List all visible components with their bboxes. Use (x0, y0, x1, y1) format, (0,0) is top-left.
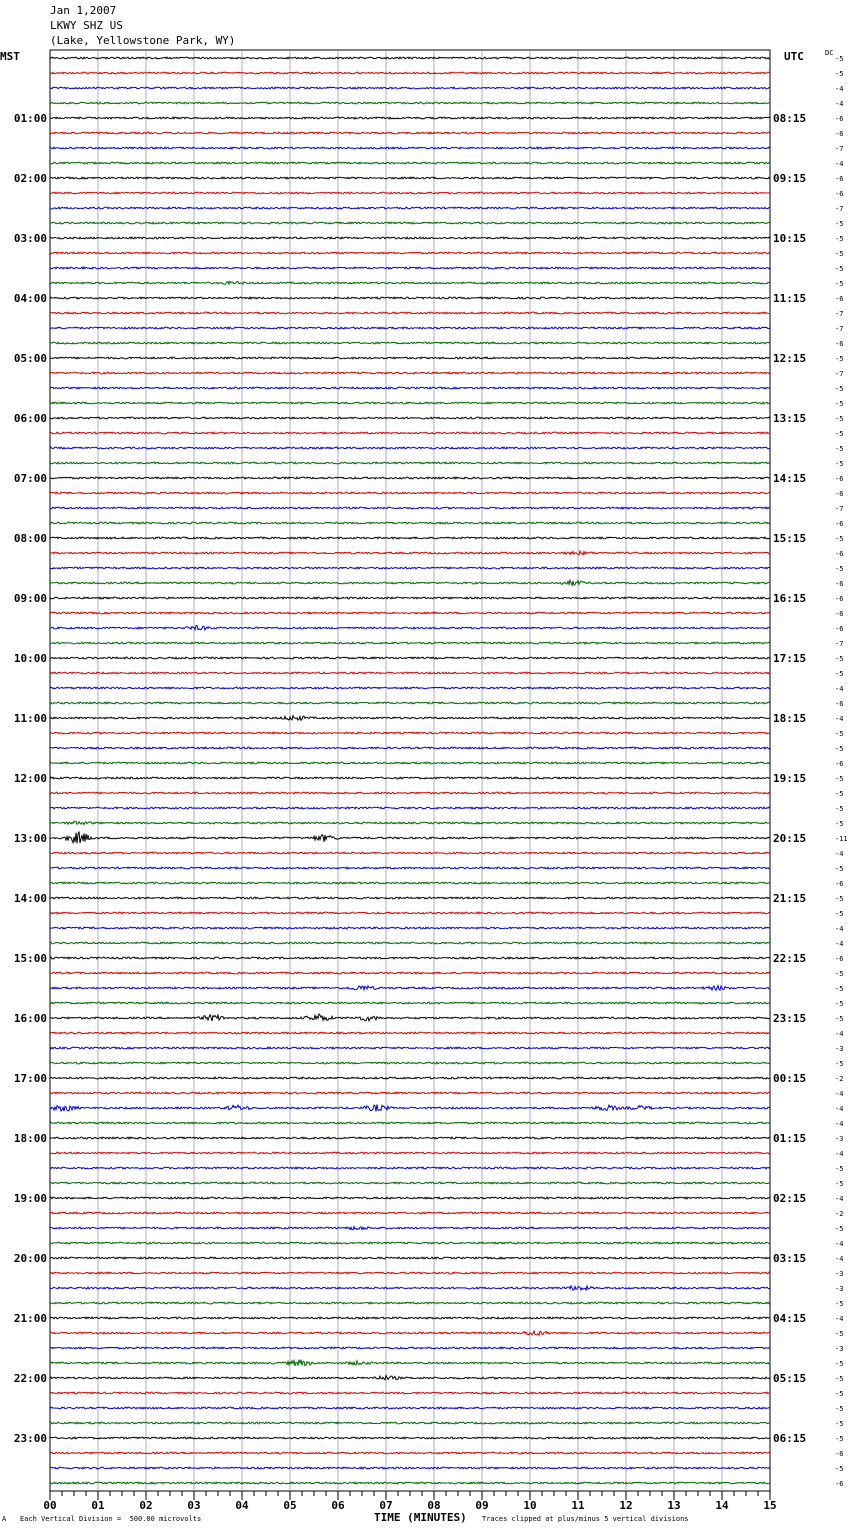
dc-offset-label: -5 (835, 775, 844, 783)
seismic-trace (50, 1197, 770, 1199)
dc-offset-label: -5 (835, 400, 844, 408)
dc-offset-label: -7 (835, 205, 844, 213)
dc-offset-label: -5 (835, 1375, 844, 1383)
dc-offset-label: -6 (835, 295, 844, 303)
dc-offset-label: -5 (835, 730, 844, 738)
seismic-trace (50, 1482, 770, 1484)
seismic-trace (50, 477, 770, 479)
dc-offset-label: -7 (835, 145, 844, 153)
seismic-trace (50, 1122, 770, 1124)
seismic-trace (50, 852, 770, 854)
seismic-trace (50, 1014, 770, 1021)
seismic-trace (50, 1077, 770, 1079)
seismic-trace (50, 297, 770, 299)
x-tick-label: 11 (571, 1499, 585, 1512)
dc-offset-label: -6 (835, 340, 844, 348)
dc-offset-label: -6 (835, 475, 844, 483)
dc-offset-label: -5 (835, 670, 844, 678)
x-tick-label: 00 (43, 1499, 57, 1512)
right-time-label: 16:15 (773, 592, 807, 605)
dc-offset-label: -7 (835, 640, 844, 648)
seismic-trace (50, 1272, 770, 1274)
x-tick-label: 07 (379, 1499, 393, 1512)
left-time-label: 23:00 (13, 1432, 47, 1445)
seismic-trace (50, 1347, 770, 1349)
dc-offset-label: -5 (835, 265, 844, 273)
x-tick-label: 10 (523, 1499, 537, 1512)
seismic-trace (50, 597, 770, 599)
x-tick-label: 06 (331, 1499, 345, 1512)
seismic-trace (50, 1227, 770, 1230)
dc-offset-label: -6 (835, 760, 844, 768)
seismic-trace (50, 72, 770, 74)
seismic-trace (50, 267, 770, 269)
left-time-label: 16:00 (13, 1012, 47, 1025)
dc-offset-label: -5 (835, 1000, 844, 1008)
seismic-trace (50, 537, 770, 539)
dc-offset-label: -4 (835, 715, 844, 723)
dc-offset-label: -7 (835, 505, 844, 513)
right-time-label: 01:15 (773, 1132, 807, 1145)
right-timezone-label: UTC (784, 50, 804, 63)
dc-offset-label: -5 (835, 910, 844, 918)
dc-offset-label: -5 (835, 1165, 844, 1173)
right-time-label: 13:15 (773, 412, 807, 425)
right-time-label: 03:15 (773, 1252, 807, 1265)
seismic-trace (50, 912, 770, 914)
seismic-trace (50, 672, 770, 674)
seismic-trace (50, 821, 770, 824)
dc-offset-label: -3 (835, 1135, 844, 1143)
seismic-trace (50, 462, 770, 464)
left-time-label: 22:00 (13, 1372, 47, 1385)
seismic-trace (50, 312, 770, 314)
x-tick-label: 14 (715, 1499, 729, 1512)
left-time-label: 12:00 (13, 772, 47, 785)
seismic-trace (50, 942, 770, 944)
dc-offset-label: -4 (835, 685, 844, 693)
x-tick-label: 12 (619, 1499, 633, 1512)
seismic-trace (50, 117, 770, 119)
dc-offset-label: -6 (835, 625, 844, 633)
dc-offset-label: -11 (835, 835, 848, 843)
dc-offset-label: -5 (835, 235, 844, 243)
seismic-trace (50, 207, 770, 209)
right-time-label: 12:15 (773, 352, 807, 365)
dc-offset-label: -5 (835, 865, 844, 873)
seismic-trace (50, 87, 770, 89)
seismic-trace (50, 1286, 770, 1291)
seismic-trace (50, 1437, 770, 1439)
seismic-trace (50, 687, 770, 689)
corner-mark: A (2, 1515, 7, 1523)
dc-offset-label: -4 (835, 1120, 844, 1128)
dc-offset-label: -4 (835, 1315, 844, 1323)
dc-offset-label: -6 (835, 955, 844, 963)
seismic-trace (50, 1467, 770, 1469)
dc-offset-label: -4 (835, 85, 844, 93)
dc-offset-label: -5 (835, 385, 844, 393)
dc-offset-label: -5 (835, 895, 844, 903)
left-time-label: 10:00 (13, 652, 47, 665)
dc-offset-label: -5 (835, 1390, 844, 1398)
dc-offset-label: -6 (835, 1480, 844, 1488)
scale-note: Each Vertical Division = 500.00 microvolts (20, 1515, 202, 1523)
seismic-trace (50, 807, 770, 809)
seismic-trace (50, 1375, 770, 1379)
x-tick-label: 08 (427, 1499, 441, 1512)
right-time-label: 00:15 (773, 1072, 807, 1085)
seismic-trace (50, 1452, 770, 1454)
seismic-trace (50, 192, 770, 194)
dc-offset-label: -5 (835, 460, 844, 468)
dc-offset-label: -4 (835, 1030, 844, 1038)
dc-offset-label: -5 (835, 415, 844, 423)
chart-location: (Lake, Yellowstone Park, WY) (50, 34, 236, 47)
seismic-trace (50, 447, 770, 449)
dc-offset-label: -5 (835, 1405, 844, 1413)
seismic-trace (50, 507, 770, 509)
x-tick-label: 09 (475, 1499, 489, 1512)
dc-offset-label: -4 (835, 1240, 844, 1248)
seismic-trace (50, 1360, 770, 1366)
seismic-trace (50, 867, 770, 869)
seismic-trace (50, 1257, 770, 1259)
dc-offset-label: -2 (835, 1075, 844, 1083)
seismic-trace (50, 832, 770, 844)
seismic-trace (50, 1137, 770, 1139)
dc-offset-label: -5 (835, 430, 844, 438)
seismic-trace (50, 927, 770, 929)
seismic-trace (50, 732, 770, 734)
left-time-label: 21:00 (13, 1312, 47, 1325)
right-time-label: 21:15 (773, 892, 807, 905)
dc-offset-label: -5 (835, 220, 844, 228)
x-tick-label: 13 (667, 1499, 681, 1512)
left-time-label: 11:00 (13, 712, 47, 725)
seismic-trace (50, 1152, 770, 1154)
seismic-trace (50, 402, 770, 404)
dc-offset-label: -4 (835, 1105, 844, 1113)
seismic-trace (50, 792, 770, 794)
right-time-label: 04:15 (773, 1312, 807, 1325)
chart-station: LKWY SHZ US (50, 19, 123, 32)
right-time-label: 06:15 (773, 1432, 807, 1445)
seismic-trace (50, 716, 770, 721)
seismic-trace (50, 1047, 770, 1049)
dc-offset-label: -4 (835, 100, 844, 108)
dc-offset-label: -6 (835, 610, 844, 618)
dc-offset-label: -5 (835, 1435, 844, 1443)
x-tick-label: 03 (187, 1499, 201, 1512)
dc-offset-label: -5 (835, 985, 844, 993)
seismic-trace (50, 522, 770, 524)
dc-offset-label: -7 (835, 370, 844, 378)
left-time-label: 14:00 (13, 892, 47, 905)
right-time-label: 23:15 (773, 1012, 807, 1025)
seismic-trace (50, 1392, 770, 1394)
right-time-label: 14:15 (773, 472, 807, 485)
seismic-trace (50, 972, 770, 974)
seismic-trace (50, 372, 770, 374)
seismic-trace (50, 762, 770, 764)
dc-offset-label: -6 (835, 550, 844, 558)
seismic-trace (50, 1317, 770, 1319)
seismic-trace (50, 102, 770, 104)
seismic-trace (50, 132, 770, 134)
dc-offset-label: -5 (835, 790, 844, 798)
dc-offset-label: -6 (835, 580, 844, 588)
seismic-trace (50, 777, 770, 779)
x-tick-label: 15 (763, 1499, 777, 1512)
left-time-label: 08:00 (13, 532, 47, 545)
right-time-label: 10:15 (773, 232, 807, 245)
left-time-label: 09:00 (13, 592, 47, 605)
dc-offset-label: -3 (835, 1345, 844, 1353)
dc-offset-label: -5 (835, 820, 844, 828)
dc-offset-label: -5 (835, 1300, 844, 1308)
seismic-trace (50, 1422, 770, 1424)
dc-offset-label: -5 (835, 1420, 844, 1428)
dc-offset-label: -5 (835, 70, 844, 78)
dc-offset-label: -3 (835, 1285, 844, 1293)
right-time-label: 05:15 (773, 1372, 807, 1385)
dc-offset-label: -4 (835, 925, 844, 933)
dc-offset-label: -4 (835, 1195, 844, 1203)
dc-offset-label: -6 (835, 175, 844, 183)
right-time-label: 15:15 (773, 532, 807, 545)
plot-frame (50, 50, 770, 1491)
dc-offset-label: -5 (835, 745, 844, 753)
dc-offset-label: -7 (835, 310, 844, 318)
right-time-label: 11:15 (773, 292, 807, 305)
right-time-label: 09:15 (773, 172, 807, 185)
seismic-trace (50, 252, 770, 254)
dc-offset-label: -5 (835, 250, 844, 258)
seismic-trace (50, 1104, 770, 1111)
left-time-label: 05:00 (13, 352, 47, 365)
x-tick-label: 02 (139, 1499, 153, 1512)
dc-offset-label: -4 (835, 160, 844, 168)
seismic-trace (50, 177, 770, 179)
left-time-label: 03:00 (13, 232, 47, 245)
dc-offset-label: -2 (835, 1210, 844, 1218)
left-time-label: 01:00 (13, 112, 47, 125)
seismic-trace (50, 551, 770, 555)
dc-offset-label: -5 (835, 55, 844, 63)
seismic-trace (50, 1212, 770, 1214)
dc-offset-label: -5 (835, 655, 844, 663)
left-time-label: 18:00 (13, 1132, 47, 1145)
seismic-trace (50, 1167, 770, 1169)
dc-offset-label: -5 (835, 280, 844, 288)
seismic-trace (50, 1302, 770, 1304)
dc-offset-label: -6 (835, 595, 844, 603)
seismic-trace (50, 342, 770, 344)
dc-offset-label: -7 (835, 325, 844, 333)
x-tick-label: 05 (283, 1499, 297, 1512)
seismic-trace (50, 357, 770, 359)
dc-offset-label: -5 (835, 355, 844, 363)
seismic-trace (50, 567, 770, 569)
dc-offset-label: -6 (835, 520, 844, 528)
dc-offset-label: -5 (835, 1015, 844, 1023)
dc-offset-label: -4 (835, 940, 844, 948)
seismic-trace (50, 147, 770, 149)
seismic-trace (50, 1331, 770, 1335)
seismic-trace (50, 702, 770, 704)
right-time-label: 08:15 (773, 112, 807, 125)
seismic-trace (50, 612, 770, 614)
seismic-trace (50, 222, 770, 224)
dc-offset-label: -4 (835, 1090, 844, 1098)
seismic-trace (50, 1242, 770, 1244)
seismic-trace (50, 747, 770, 749)
dc-offset-label: -6 (835, 880, 844, 888)
x-tick-label: 01 (91, 1499, 105, 1512)
dc-offset-label: -4 (835, 1255, 844, 1263)
seismic-trace (50, 1092, 770, 1094)
dc-offset-label: -6 (835, 190, 844, 198)
clip-note: Traces clipped at plus/minus 5 vertical divisions (482, 1515, 689, 1523)
seismic-trace (50, 986, 770, 991)
seismic-trace (50, 327, 770, 329)
seismic-trace (50, 432, 770, 434)
dc-offset-label: -4 (835, 850, 844, 858)
dc-offset-label: -6 (835, 1450, 844, 1458)
seismic-trace (50, 417, 770, 419)
left-timezone-label: MST (0, 50, 20, 63)
dc-offset-label: -5 (835, 1360, 844, 1368)
dc-offset-label: -5 (835, 970, 844, 978)
dc-offset-label: -5 (835, 1060, 844, 1068)
seismic-trace (50, 1002, 770, 1004)
x-axis-title: TIME (MINUTES) (374, 1511, 467, 1524)
seismic-trace (50, 237, 770, 239)
left-time-label: 06:00 (13, 412, 47, 425)
seismic-trace (50, 57, 770, 59)
dc-offset-label: -5 (835, 445, 844, 453)
x-tick-label: 04 (235, 1499, 249, 1512)
seismic-trace (50, 642, 770, 644)
seismic-trace (50, 1407, 770, 1409)
right-time-label: 19:15 (773, 772, 807, 785)
seismic-trace (50, 580, 770, 585)
seismic-trace (50, 657, 770, 659)
seismic-trace (50, 626, 770, 630)
seismic-trace (50, 1032, 770, 1034)
seismic-trace (50, 281, 770, 284)
left-time-label: 02:00 (13, 172, 47, 185)
dc-offset-label: -3 (835, 1270, 844, 1278)
dc-offset-label: -5 (835, 805, 844, 813)
dc-offset-label: -4 (835, 1150, 844, 1158)
dc-offset-label: -6 (835, 115, 844, 123)
seismic-trace (50, 492, 770, 494)
left-time-label: 13:00 (13, 832, 47, 845)
chart-date: Jan 1,2007 (50, 4, 117, 17)
left-time-label: 15:00 (13, 952, 47, 965)
right-time-label: 20:15 (773, 832, 807, 845)
seismic-trace (50, 957, 770, 959)
left-time-label: 04:00 (13, 292, 47, 305)
dc-offset-label: -5 (835, 1180, 844, 1188)
seismic-trace (50, 1062, 770, 1064)
right-time-label: 22:15 (773, 952, 807, 965)
dc-offset-label: -5 (835, 1465, 844, 1473)
left-time-label: 07:00 (13, 472, 47, 485)
seismic-trace (50, 882, 770, 884)
seismic-trace (50, 162, 770, 164)
dc-offset-label: -5 (835, 535, 844, 543)
dc-offset-label: -3 (835, 1045, 844, 1053)
seismic-trace (50, 1182, 770, 1184)
dc-offset-label: -5 (835, 1330, 844, 1338)
left-time-label: 17:00 (13, 1072, 47, 1085)
dc-offset-label: -6 (835, 130, 844, 138)
dc-offset-label: -6 (835, 700, 844, 708)
seismic-trace (50, 897, 770, 899)
seismic-trace (50, 387, 770, 389)
right-time-label: 17:15 (773, 652, 807, 665)
left-time-label: 19:00 (13, 1192, 47, 1205)
dc-offset-label: -5 (835, 1225, 844, 1233)
dc-offset-label: -6 (835, 490, 844, 498)
right-time-label: 02:15 (773, 1192, 807, 1205)
dc-label: DC (825, 49, 834, 57)
left-time-label: 20:00 (13, 1252, 47, 1265)
dc-offset-label: -5 (835, 565, 844, 573)
right-time-label: 18:15 (773, 712, 807, 725)
